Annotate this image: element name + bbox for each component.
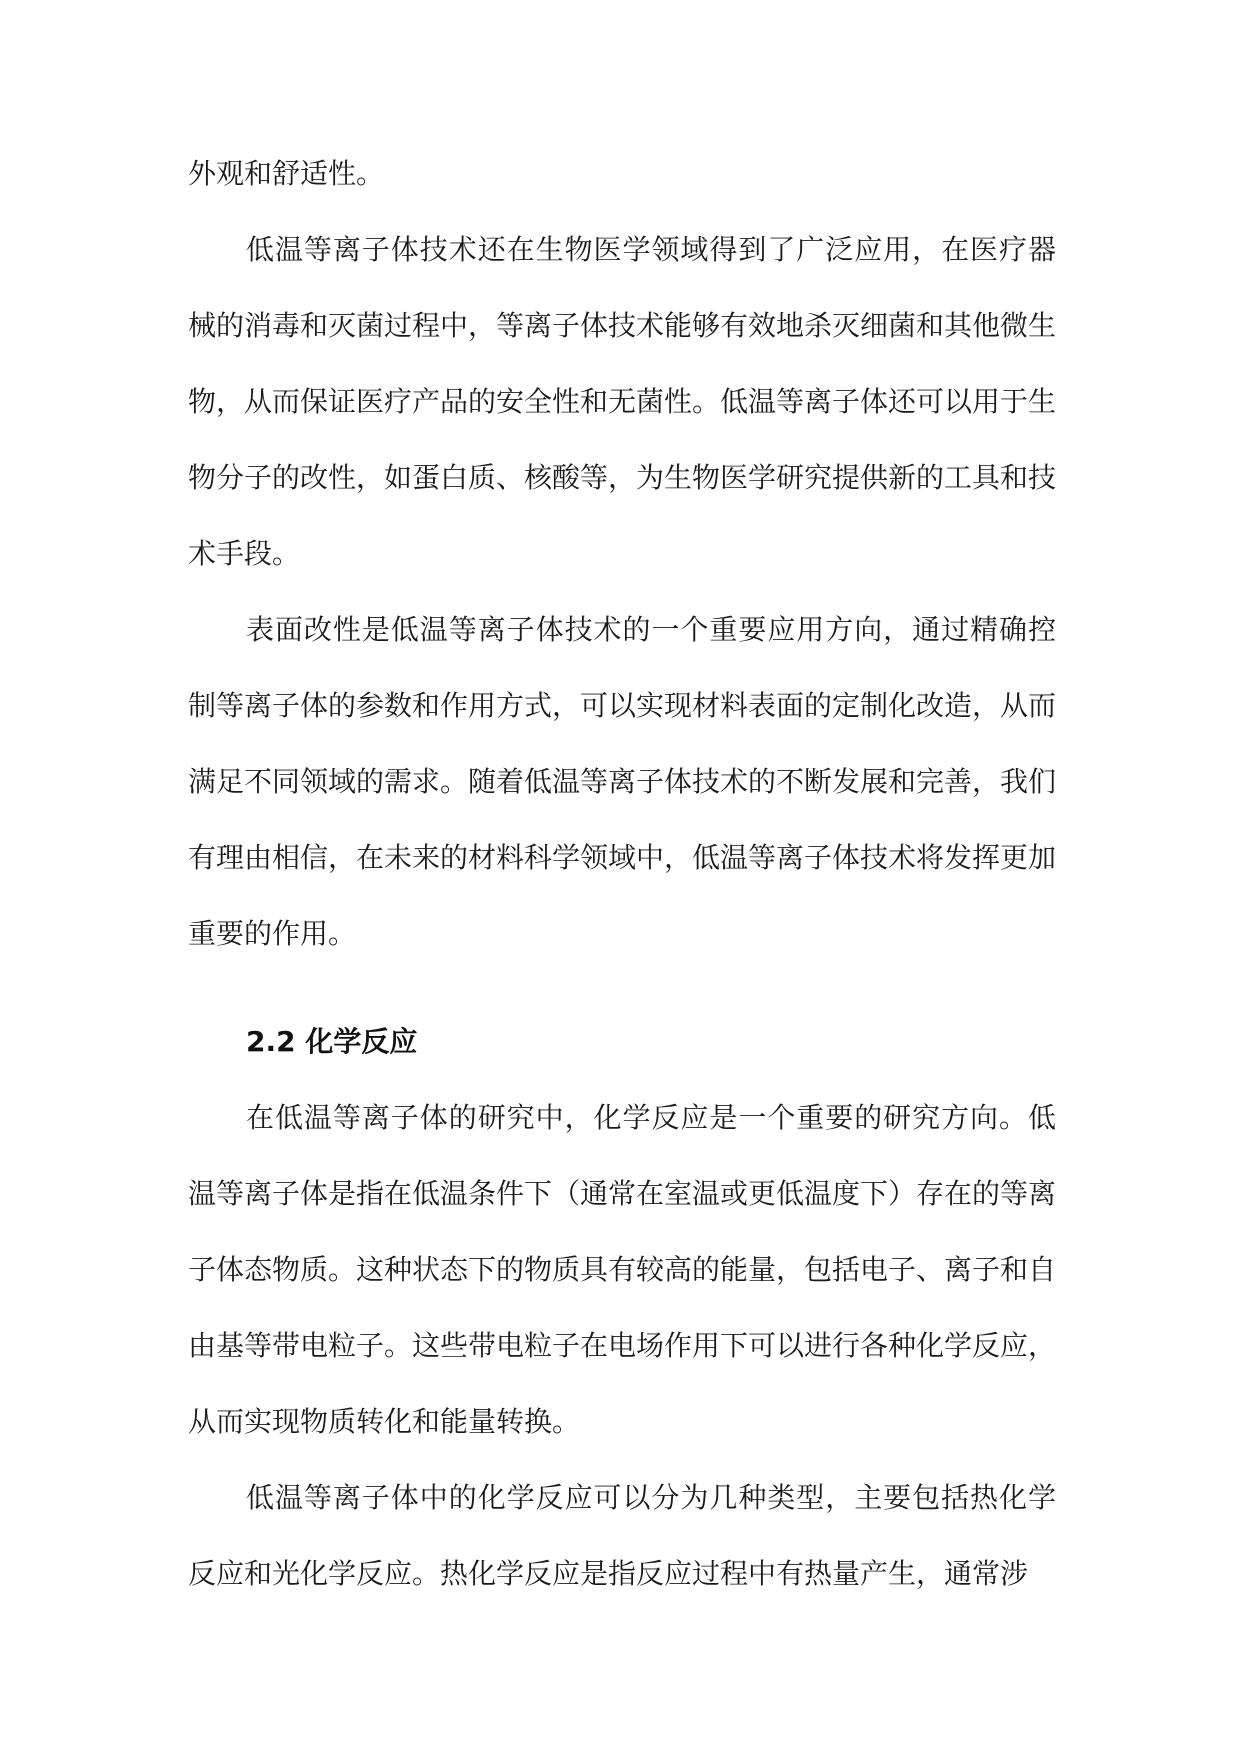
paragraph-surface-modification: 表面改性是低温等离子体技术的一个重要应用方向，通过精确控制等离子体的参数和作用方式，可以实现材料表面的定制化改造，从而满足不同领域的需求。随着低温等离子体技术的不断发展和完善，我们有理由相信，在未来的材料科学领域中，低温等离子体技术将发挥更加重要的作用。: [188, 613, 1057, 950]
paragraph-continuation: 外观和舒适性。: [188, 157, 385, 190]
paragraph-biomedical: 低温等离子体技术还在生物医学领域得到了广泛应用，在医疗器械的消毒和灭菌过程中，等离子体技术能够有效地杀灭细菌和其他微生物，从而保证医疗产品的安全性和无菌性。低温等离子体还可以用于生物分子的改性，如蛋白质、核酸等，为生物医学研究提供新的工具和技术手段。: [188, 233, 1057, 570]
document-page: [188, 136, 1056, 1612]
section-heading: 2.2 化学反应: [246, 1025, 418, 1058]
paragraph-chemical-reaction-intro: 在低温等离子体的研究中，化学反应是一个重要的研究方向。低温等离子体是指在低温条件下（通常在室温或更低温度下）存在的等离子体态物质。这种状态下的物质具有较高的能量，包括电子、离子和自由基等带电粒子。这些带电粒子在电场作用下可以进行各种化学反应，从而实现物质转化和能量转换。: [188, 1101, 1057, 1438]
paragraph-reaction-types: 低温等离子体中的化学反应可以分为几种类型，主要包括热化学反应和光化学反应。热化学反应是指反应过程中有热量产生，通常涉: [188, 1481, 1056, 1590]
